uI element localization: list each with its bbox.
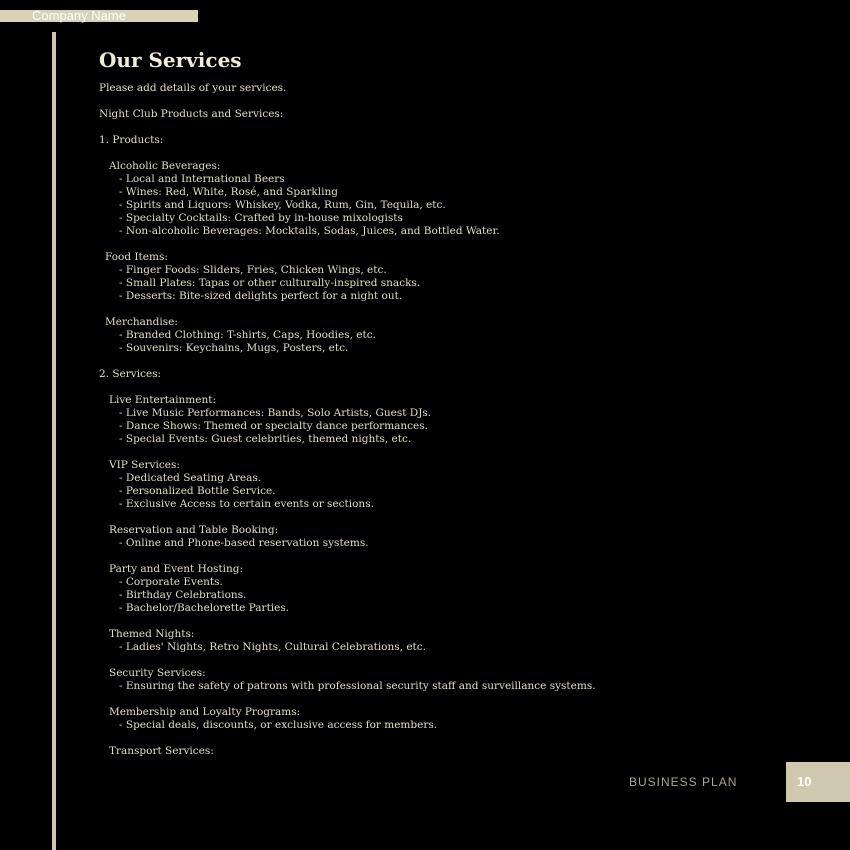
company-name-tab <box>0 10 198 22</box>
page-title: Our Services <box>99 48 242 72</box>
list-item: - Non-alcoholic Beverages: Mocktails, Sodas, Juices, and Bottled Water. <box>119 225 500 237</box>
list-item: - Corporate Events. <box>119 576 223 588</box>
list-item: - Online and Phone-based reservation systems. <box>119 537 369 549</box>
page-content <box>99 46 819 758</box>
vip-heading: VIP Services: <box>109 459 180 471</box>
list-item: - Souvenirs: Keychains, Mugs, Posters, etc. <box>119 342 349 354</box>
products-heading: 1. Products: <box>99 134 164 146</box>
intro-text: Please add details of your services. <box>99 82 287 94</box>
live-heading: Live Entertainment: <box>109 394 216 406</box>
footer-label: BUSINESS PLAN <box>629 775 738 789</box>
merch-heading: Merchandise: <box>105 316 178 328</box>
page-number: 10 <box>797 774 812 789</box>
company-name: Company Name <box>32 8 126 23</box>
list-item: - Desserts: Bite-sized delights perfect for a night out. <box>119 290 403 302</box>
party-heading: Party and Event Hosting: <box>109 563 244 575</box>
list-item: - Specialty Cocktails: Crafted by in-house mixologists <box>119 212 403 224</box>
subheading: Night Club Products and Services: <box>99 108 284 120</box>
food-heading: Food Items: <box>105 251 168 263</box>
alcoholic-heading: Alcoholic Beverages: <box>109 160 221 172</box>
list-item: - Ladies' Nights, Retro Nights, Cultural Celebrations, etc. <box>119 641 426 653</box>
list-item: - Special deals, discounts, or exclusive access for members. <box>119 719 438 731</box>
list-item: - Small Plates: Tapas or other culturally-inspired snacks. <box>119 277 421 289</box>
membership-heading: Membership and Loyalty Programs: <box>109 706 301 718</box>
list-item: - Personalized Bottle Service. <box>119 485 276 497</box>
list-item: - Wines: Red, White, Rosé, and Sparkling <box>119 186 338 198</box>
reservation-heading: Reservation and Table Booking: <box>109 524 279 536</box>
themed-heading: Themed Nights: <box>109 628 195 640</box>
list-item: - Branded Clothing: T-shirts, Caps, Hoodies, etc. <box>119 329 376 341</box>
services-heading: 2. Services: <box>99 368 162 380</box>
list-item: - Birthday Celebrations. <box>119 589 247 601</box>
side-rule <box>52 32 56 850</box>
list-item: - Ensuring the safety of patrons with professional security staff and surveillance systems. <box>119 680 596 692</box>
list-item: - Dedicated Seating Areas. <box>119 472 262 484</box>
transport-heading: Transport Services: <box>109 745 214 757</box>
list-item: - Live Music Performances: Bands, Solo Artists, Guest DJs. <box>119 407 432 419</box>
list-item: - Exclusive Access to certain events or sections. <box>119 498 374 510</box>
list-item: - Spirits and Liquors: Whiskey, Vodka, Rum, Gin, Tequila, etc. <box>119 199 446 211</box>
list-item: - Special Events: Guest celebrities, themed nights, etc. <box>119 433 412 445</box>
list-item: - Finger Foods: Sliders, Fries, Chicken Wings, etc. <box>119 264 387 276</box>
list-item: - Local and International Beers <box>119 173 285 185</box>
page-number-box <box>786 762 850 802</box>
list-item: - Bachelor/Bachelorette Parties. <box>119 602 290 614</box>
list-item: - Dance Shows: Themed or specialty dance performances. <box>119 420 429 432</box>
security-heading: Security Services: <box>109 667 206 679</box>
